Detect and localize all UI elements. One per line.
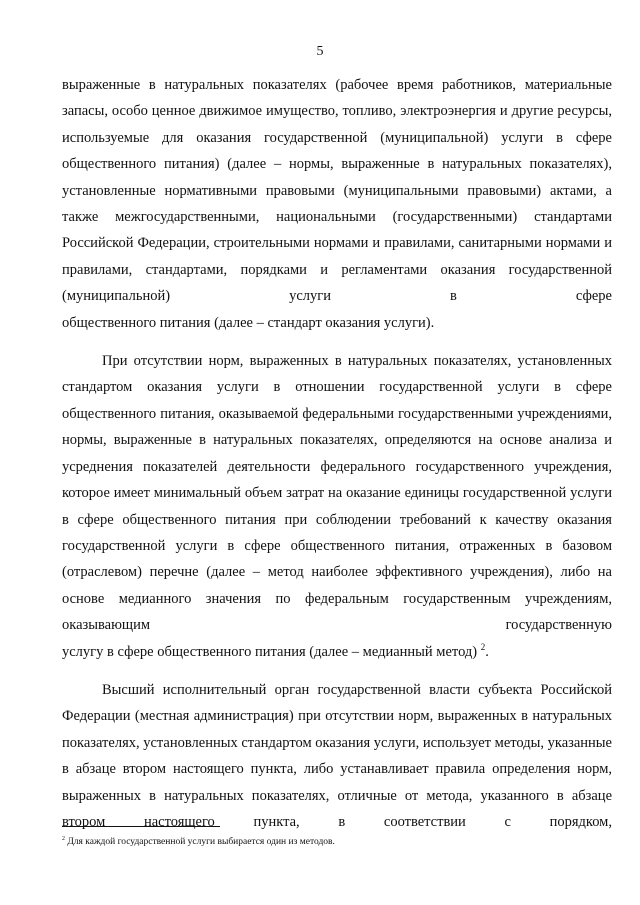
- text-line: сфере общественного питания) (далее – нормы, выраженные в натуральных: [62, 129, 612, 173]
- text-line: методы, указанные в абзаце втором настоящего пункта, либо устанавливает правила: [62, 734, 612, 778]
- text-line: правовыми) актами, а также межгосударственными, национальными: [62, 182, 612, 226]
- text-line: Федерации (местная администрация) при отсутствии норм, выраженных в: [62, 708, 528, 725]
- footnote-divider: [62, 826, 220, 827]
- text-line: запасы, особо ценное движимое имущество, топливо, электроэнергия и другие: [62, 103, 554, 120]
- page-number: 5: [316, 44, 324, 59]
- footnote: [62, 836, 612, 848]
- text-line: и правилами, санитарными нормами и правилами, стандартами, порядками и: [62, 235, 613, 278]
- text-line: федеральным государственным учреждениям, оказывающим государственную: [62, 590, 613, 634]
- footnote-reference[interactable]: 2: [480, 641, 486, 652]
- text-line: наиболее эффективного учреждения), либо на основе медианного значения по: [62, 564, 612, 607]
- paragraph-1: [62, 72, 612, 310]
- text-line: учреждениями, нормы, выраженные в натуральных показателях, определяются на: [62, 405, 613, 449]
- text-line: натуральных показателях, установленных стандартом оказания услуги, использует: [62, 708, 612, 751]
- text-line: Высший исполнительный орган государственной власти субъекта Российской: [102, 681, 612, 698]
- text-line: услугу в сфере общественного питания (далее – медианный метод): [62, 643, 478, 660]
- text-line: показателях), установленные нормативными правовыми (муниципальными: [62, 156, 612, 199]
- text-line: выраженные в натуральных показателях (рабочее время работников, материальные: [62, 77, 612, 93]
- footnote-text: Для каждой государственной услуги выбирается один из методов.: [67, 837, 335, 847]
- text-line: соблюдении требований к качеству оказания государственной услуги в сфере: [62, 511, 612, 554]
- paragraph-1-end: [62, 310, 612, 336]
- paragraph-3: [62, 677, 612, 835]
- text-line: ресурсы, используемые для оказания государственной (муниципальной) услуги в: [62, 103, 613, 146]
- text-line: (государственными) стандартами Российской Федерации, строительными нормами: [62, 209, 612, 252]
- paragraph-2-end: [62, 639, 612, 665]
- footnote-reference-tail: .: [485, 643, 489, 660]
- text-line: сфере общественного питания, оказываемой федеральными государственными: [62, 379, 612, 422]
- text-line: указанного в абзаце втором настоящего пункта, в соответствии с порядком,: [62, 787, 613, 830]
- text-line: регламентами оказания государственной (муниципальной) услуги в сфере: [62, 261, 613, 305]
- text-line: государственного учреждения, которое имеет минимальный объем затрат на: [62, 458, 612, 502]
- text-line: общественного питания (далее – стандарт оказания услуги).: [62, 314, 435, 331]
- text-line: определения норм, выраженных в натуральных показателях, отличные от метода,: [62, 761, 613, 804]
- body-text: [62, 72, 612, 835]
- text-line: общественного питания, отраженных в базовом (отраслевом) перечне (далее – метод: [62, 537, 613, 581]
- text-line: При отсутствии норм, выраженных в натуральных показателях,: [102, 353, 512, 370]
- paragraph-2: [62, 348, 612, 638]
- footnote-marker: 2: [62, 835, 65, 842]
- text-line: оказание единицы государственной услуги в сфере общественного питания при: [62, 485, 612, 528]
- text-line: основе анализа и усреднения показателей деятельности федерального: [62, 432, 613, 475]
- text-line: установленных стандартом оказания услуги в отношении государственной услуги в: [62, 353, 613, 396]
